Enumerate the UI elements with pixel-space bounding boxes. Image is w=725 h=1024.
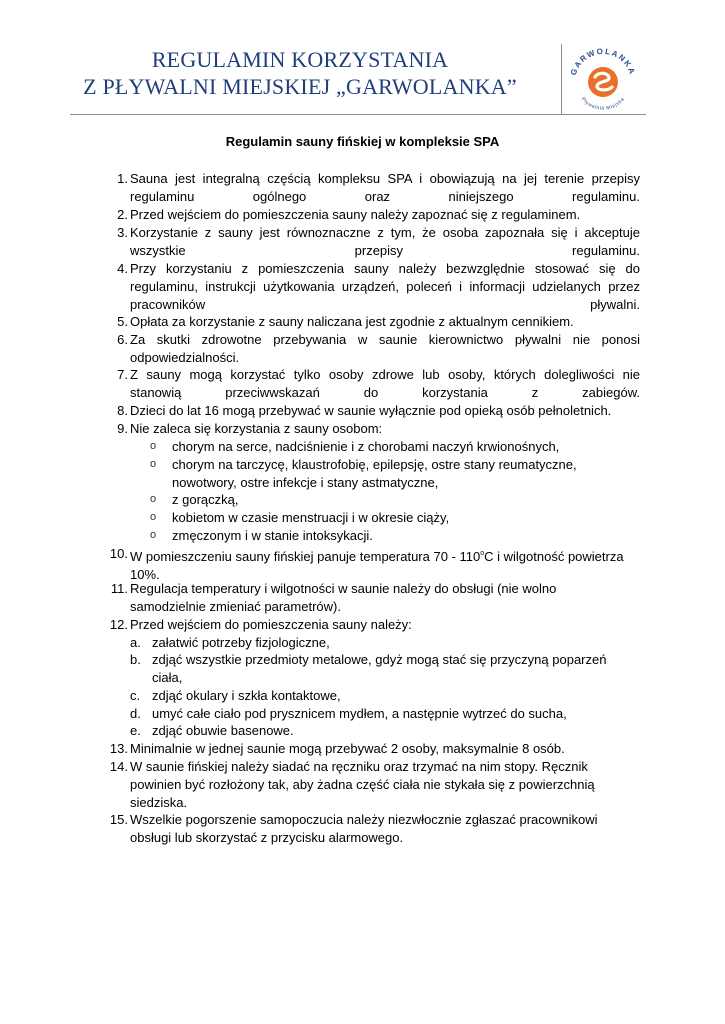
page-header-title xyxy=(70,46,530,100)
header-divider xyxy=(561,44,562,114)
header-title-line-2: Z PŁYWALNI MIEJSKIEJ „GARWOLANKA” xyxy=(83,74,517,99)
logo-text-top: GARWOLANKA xyxy=(568,46,638,77)
document-title: Regulamin sauny fińskiej w kompleksie SPA xyxy=(225,134,500,149)
header-rule xyxy=(70,114,646,115)
garwolanka-logo xyxy=(565,44,641,114)
header-title-line-1: REGULAMIN KORZYSTANIA xyxy=(151,47,449,72)
logo-text-bottom: Pływalnia Miejska xyxy=(579,96,627,112)
